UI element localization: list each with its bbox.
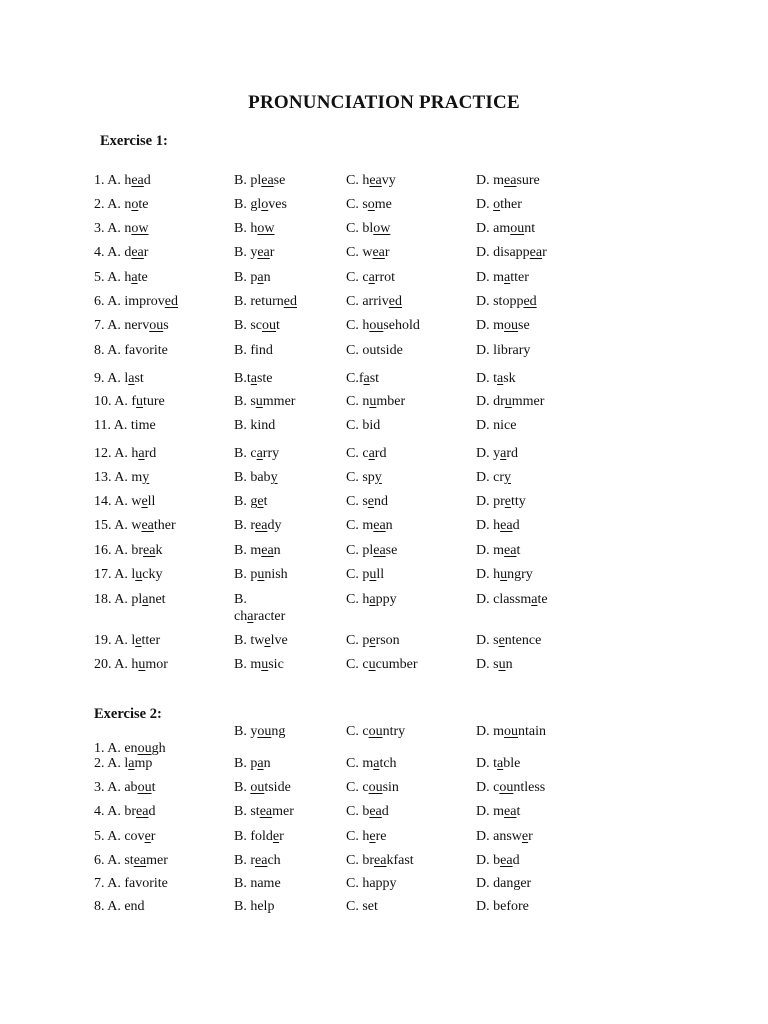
option-d: D. matter	[476, 270, 529, 285]
option-b: B. returned	[234, 294, 297, 309]
option-d: D. hungry	[476, 567, 533, 582]
option-a: 3. A. now	[94, 221, 149, 236]
option-d: D. classmate	[476, 592, 548, 607]
option-a: 4. A. bread	[94, 804, 156, 819]
option-d: D. amount	[476, 221, 536, 236]
option-d: D. sentence	[476, 633, 542, 648]
option-a: 8. A. favorite	[94, 343, 168, 358]
option-a: 16. A. break	[94, 543, 163, 558]
option-d: D. bead	[476, 853, 520, 868]
option-d: D. sun	[476, 657, 513, 672]
option-a: 2. A. lamp	[94, 756, 153, 771]
option-a: 12. A. hard	[94, 446, 157, 461]
option-b: B. punish	[234, 567, 288, 582]
option-b: B. name	[234, 876, 281, 891]
option-d: D. nice	[476, 418, 517, 433]
option-b: B. steamer	[234, 804, 294, 819]
option-c: C. cucumber	[346, 657, 418, 672]
option-d: D. pretty	[476, 494, 526, 509]
option-a: 3. A. about	[94, 780, 156, 795]
option-a: 4. A. dear	[94, 245, 149, 260]
option-d: D. task	[476, 371, 516, 386]
option-c: C. pull	[346, 567, 385, 582]
option-c: C. heavy	[346, 173, 396, 188]
option-a: 8. A. end	[94, 899, 145, 914]
option-a: 17. A. lucky	[94, 567, 163, 582]
option-b: B. twelve	[234, 633, 288, 648]
option-d: D. yard	[476, 446, 519, 461]
option-c: C. blow	[346, 221, 391, 236]
option-b: B. character	[234, 592, 286, 624]
exercise-2-heading: Exercise 2:	[94, 706, 162, 722]
exercise-1-heading: Exercise 1:	[100, 133, 168, 149]
option-c: C. cousin	[346, 780, 399, 795]
option-a: 13. A. my	[94, 470, 150, 485]
option-a: 6. A. improved	[94, 294, 178, 309]
option-c: C. please	[346, 543, 398, 558]
option-d: D. cry	[476, 470, 511, 485]
option-a: 9. A. last	[94, 371, 144, 386]
option-c: C. outside	[346, 343, 403, 358]
option-b: B. get	[234, 494, 268, 509]
option-b: B. music	[234, 657, 284, 672]
option-d: D. mouse	[476, 318, 530, 333]
page-title: PRONUNCIATION PRACTICE	[248, 92, 520, 113]
option-c: C. bead	[346, 804, 389, 819]
option-d: D. table	[476, 756, 521, 771]
option-a: 14. A. well	[94, 494, 156, 509]
option-c: C. carrot	[346, 270, 395, 285]
option-b: B. baby	[234, 470, 278, 485]
option-c: C. mean	[346, 518, 393, 533]
option-a: 18. A. planet	[94, 592, 166, 607]
option-d: D. answer	[476, 829, 533, 844]
option-d: D. mountain	[476, 724, 546, 739]
option-c: C. household	[346, 318, 420, 333]
option-b: B. scout	[234, 318, 280, 333]
option-b: B. pan	[234, 270, 271, 285]
option-d: D. measure	[476, 173, 540, 188]
option-c: C. spy	[346, 470, 382, 485]
option-c: C. here	[346, 829, 387, 844]
option-a: 5. A. cover	[94, 829, 156, 844]
option-b: B. kind	[234, 418, 276, 433]
exercise-2-question-8	[0, 898, 768, 932]
option-a: 7. A. favorite	[94, 876, 168, 891]
option-c: C. happy	[346, 592, 397, 607]
option-b: B. gloves	[234, 197, 287, 212]
option-d: D. drummer	[476, 394, 545, 409]
option-a: 15. A. weather	[94, 518, 176, 533]
option-b: B. year	[234, 245, 275, 260]
option-a: 1. A. enough	[94, 741, 166, 756]
exercise-1-question-18	[0, 591, 768, 625]
option-c: C. country	[346, 724, 406, 739]
option-a: 7. A. nervous	[94, 318, 169, 333]
option-d: D. stopped	[476, 294, 537, 309]
option-a: 19. A. letter	[94, 633, 161, 648]
option-c: C. set	[346, 899, 378, 914]
option-b: B. outside	[234, 780, 291, 795]
option-b: B. how	[234, 221, 275, 236]
option-c: C. send	[346, 494, 389, 509]
option-c: C. number	[346, 394, 406, 409]
option-c: C. person	[346, 633, 400, 648]
option-c: C. arrived	[346, 294, 402, 309]
option-c: C. wear	[346, 245, 390, 260]
option-d: D. meat	[476, 804, 521, 819]
option-d: D. countless	[476, 780, 546, 795]
option-b: B. please	[234, 173, 286, 188]
option-b: B. summer	[234, 394, 296, 409]
option-d: D. before	[476, 899, 529, 914]
option-c: C.fast	[346, 371, 380, 386]
option-d: D. meat	[476, 543, 521, 558]
option-b: B. young	[234, 724, 286, 739]
option-b: B. mean	[234, 543, 281, 558]
option-b: B. reach	[234, 853, 281, 868]
option-b: B. help	[234, 899, 275, 914]
option-a: 20. A. humor	[94, 657, 168, 672]
option-a: 6. A. steamer	[94, 853, 168, 868]
option-a: 5. A. hate	[94, 270, 148, 285]
option-b: B. ready	[234, 518, 282, 533]
option-d: D. head	[476, 518, 520, 533]
option-d: D. library	[476, 343, 531, 358]
option-a: 10. A. future	[94, 394, 165, 409]
option-d: D. danger	[476, 876, 532, 891]
option-b: B. pan	[234, 756, 271, 771]
option-c: C. some	[346, 197, 392, 212]
option-c: C. breakfast	[346, 853, 414, 868]
option-c: C. card	[346, 446, 387, 461]
option-a: 11. A. time	[94, 418, 156, 433]
option-b: B. carry	[234, 446, 280, 461]
option-d: D. other	[476, 197, 522, 212]
option-a: 1. A. head	[94, 173, 151, 188]
option-b: B.taste	[234, 371, 273, 386]
option-b: B. find	[234, 343, 273, 358]
exercise-1-question-20	[0, 656, 768, 690]
option-a: 2. A. note	[94, 197, 149, 212]
option-b: B. folder	[234, 829, 284, 844]
option-c: C. match	[346, 756, 397, 771]
option-c: C. bid	[346, 418, 381, 433]
option-d: D. disappear	[476, 245, 547, 260]
option-c: C. happy	[346, 876, 397, 891]
